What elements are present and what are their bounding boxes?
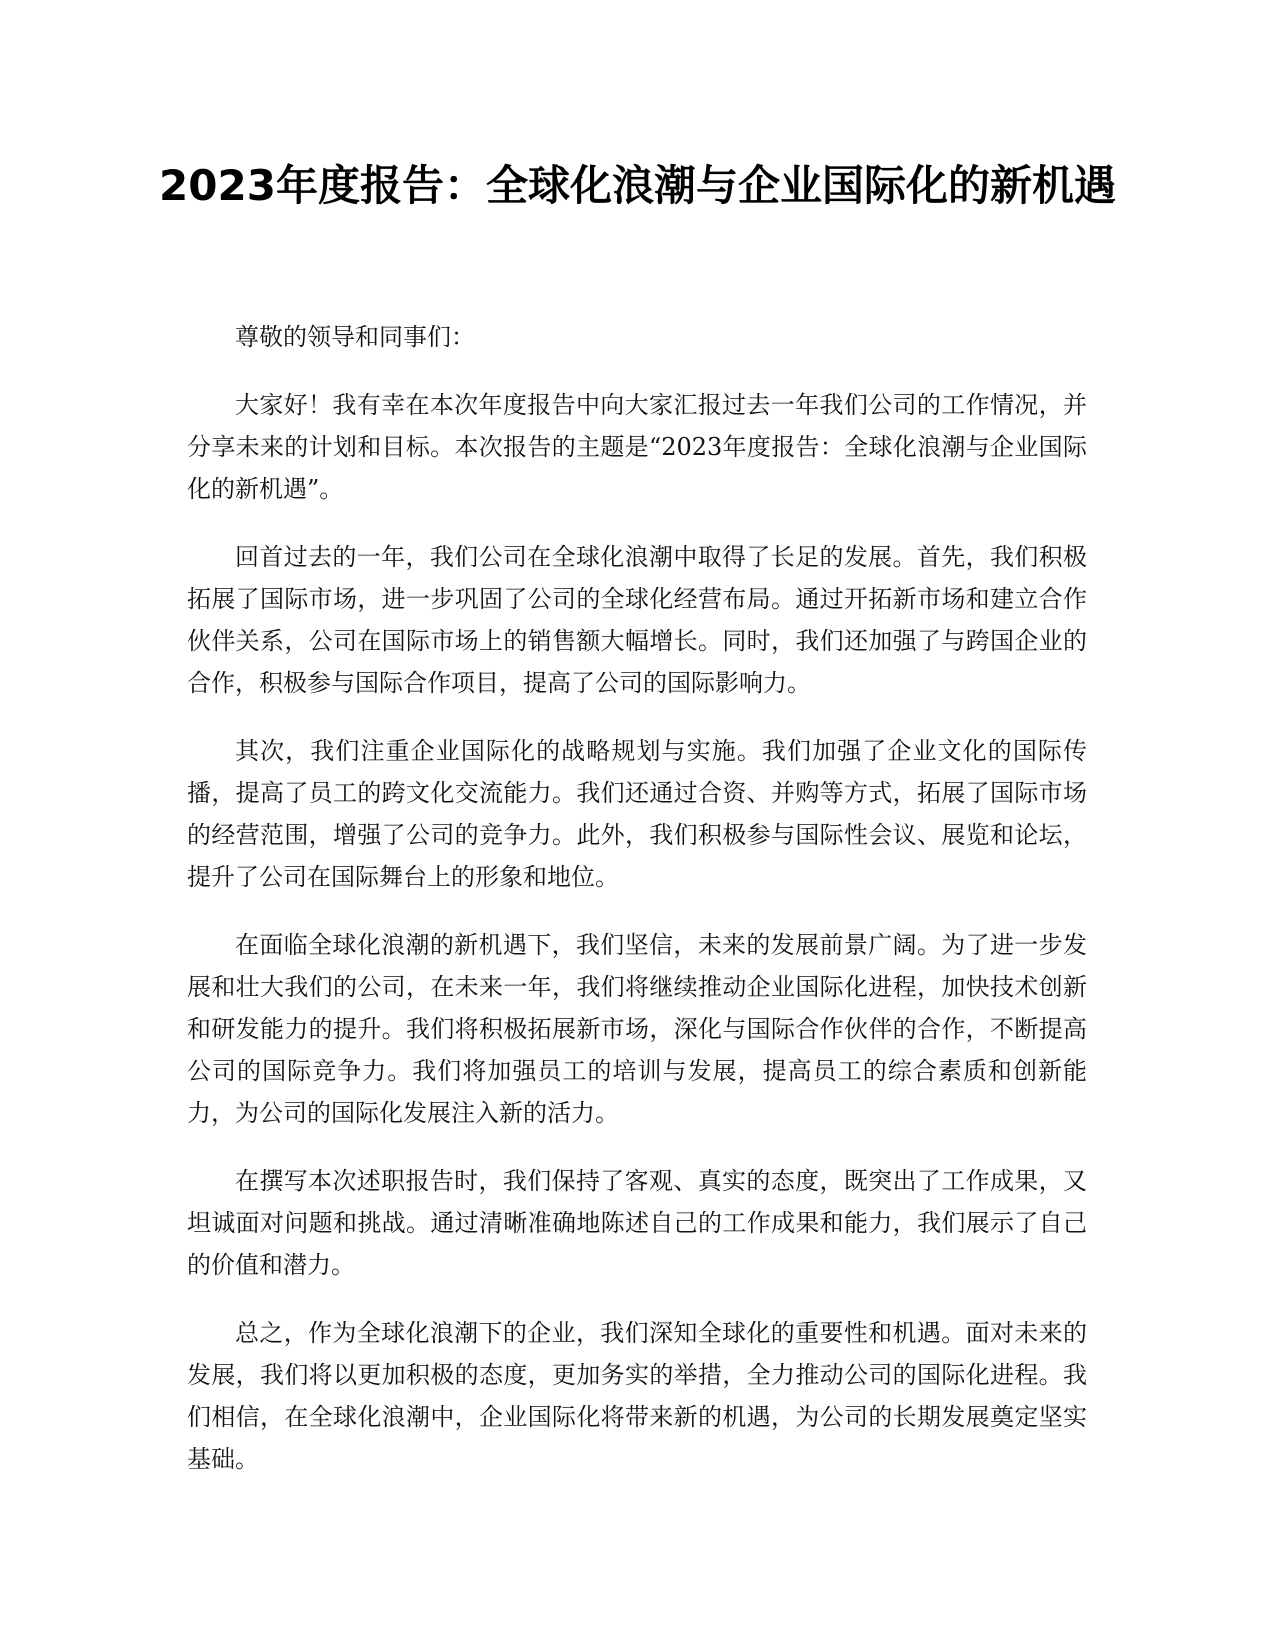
- review-paragraph: 回首过去的一年，我们公司在全球化浪潮中取得了长足的发展。首先，我们积极拓展了国际市场，进一步巩固了公司的全球化经营布局。通过开拓新市场和建立合作伙伴关系，公司在国际市场上的销售额大幅增长。同时，我们还加强了与跨国企业的合作，积极参与国际合作项目，提高了公司的国际影响力。: [187, 543, 1087, 697]
- conclusion-paragraph: 总之，作为全球化浪潮下的企业，我们深知全球化的重要性和机遇。面对未来的发展，我们将以更加积极的态度，更加务实的举措，全力推动公司的国际化进程。我们相信，在全球化浪潮中，企业国际化将带来新的机遇，为公司的长期发展奠定坚实基础。: [187, 1319, 1087, 1473]
- intro-paragraph: 大家好！我有幸在本次年度报告中向大家汇报过去一年我们公司的工作情况，并分享未来的计划和目标。本次报告的主题是“2023年度报告：全球化浪潮与企业国际化的新机遇”。: [187, 391, 1087, 503]
- document-title: 2023年度报告：全球化浪潮与企业国际化的新机遇: [159, 161, 1116, 210]
- outlook-paragraph: 在面临全球化浪潮的新机遇下，我们坚信，未来的发展前景广阔。为了进一步发展和壮大我们的公司，在未来一年，我们将继续推动企业国际化进程，加快技术创新和研发能力的提升。我们将积极拓展新市场，深化与国际合作伙伴的合作，不断提高公司的国际竞争力。我们将加强员工的培训与发展，提高员工的综合素质和创新能力，为公司的国际化发展注入新的活力。: [187, 931, 1087, 1127]
- salutation-paragraph: 尊敬的领导和同事们：: [235, 323, 475, 351]
- strategy-paragraph: 其次，我们注重企业国际化的战略规划与实施。我们加强了企业文化的国际传播，提高了员工的跨文化交流能力。我们还通过合资、并购等方式，拓展了国际市场的经营范围，增强了公司的竞争力。此外，我们积极参与国际性会议、展览和论坛，提升了公司在国际舞台上的形象和地位。: [187, 737, 1087, 891]
- document-body: [187, 316, 1087, 1506]
- reflection-paragraph: 在撰写本次述职报告时，我们保持了客观、真实的态度，既突出了工作成果，又坦诚面对问题和挑战。通过清晰准确地陈述自己的工作成果和能力，我们展示了自己的价值和潜力。: [187, 1167, 1087, 1279]
